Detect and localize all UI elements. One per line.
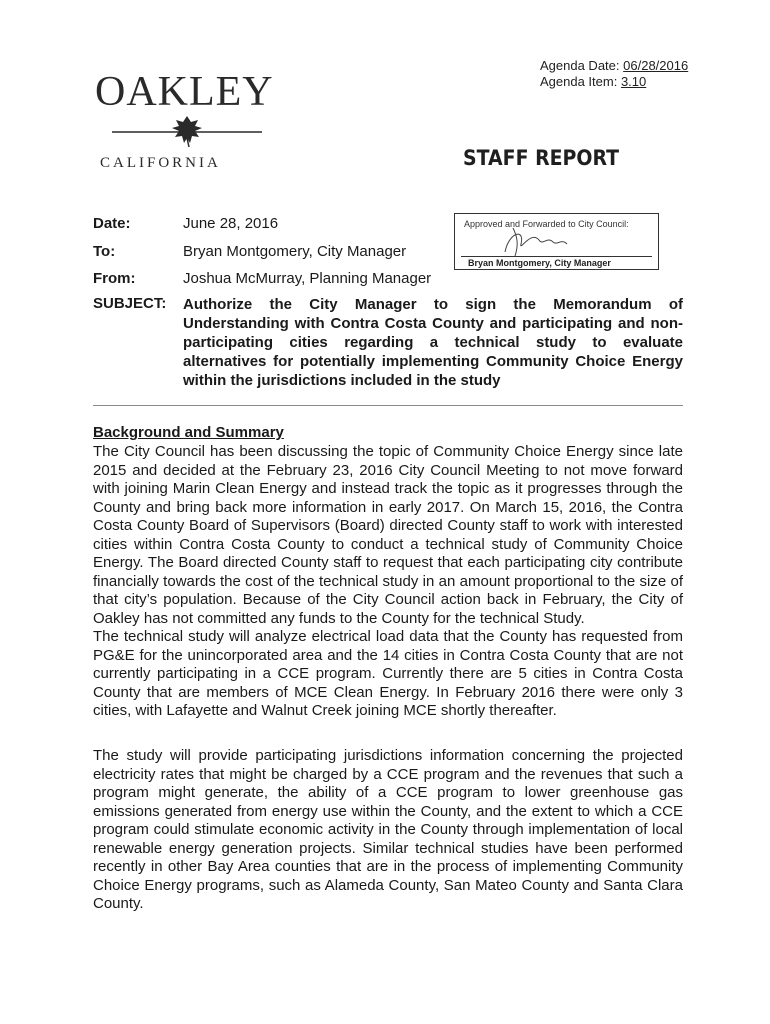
subject-label: SUBJECT: — [93, 295, 167, 312]
from-value: Joshua McMurray, Planning Manager — [183, 270, 432, 287]
approval-box — [454, 213, 659, 270]
from-label: From: — [93, 270, 136, 287]
subject-value: Authorize the City Manager to sign the Memorandum of Understanding with Contra Costa County and participating and non-participating cities regarding a technical study to evaluate alternatives for potentially implementing Community Choice Energy within the jurisdictions included in the study — [183, 296, 683, 389]
section-heading: Background and Summary — [93, 424, 284, 441]
paragraph: The technical study will analyze electrical load data that the County has requested from PG&E for the unincorporated area and the 14 cities in Contra Costa County that are not currently participating in a CCE program. Currently there are 5 cities in Contra Costa County that are members of MCE Clean Energy. In February 2016 there were only 3 cities, with Lafayette and Walnut Creek joining MCE shortly thereafter. — [93, 628, 683, 719]
agenda-date-row — [540, 58, 688, 74]
signature-line — [461, 256, 652, 257]
agenda-date-value: 06/28/2016 — [623, 58, 689, 73]
agenda-item-label: Agenda Item: — [540, 74, 618, 89]
section-divider — [93, 405, 683, 406]
agenda-info — [540, 58, 688, 90]
to-value: Bryan Montgomery, City Manager — [183, 243, 407, 260]
agenda-date-label: Agenda Date: — [540, 58, 620, 73]
agenda-item-value: 3.10 — [620, 74, 647, 89]
agenda-item-row — [540, 74, 688, 90]
to-label: To: — [93, 243, 116, 260]
approval-caption: Approved and Forwarded to City Council: — [464, 219, 629, 229]
logo-city-name: OAKLEY — [95, 69, 274, 115]
signature-image — [495, 222, 575, 258]
paragraph: The study will provide participating jurisdictions information concerning the projected electricity rates that might be charged by a CCE program and the revenues that such a program might generate, the ability of a CCE program to lower greenhouse gas emissions generated from energy use within the County, and the extent to which a CCE program could stimulate economic activity in the County through implementation of local renewable energy generation projects. Similar technical studies have been performed recently in other Bay Area counties that are in the process of implementing Community Choice Energy programs, such as Alameda County, San Mateo County and Santa Clara County. — [93, 747, 683, 912]
logo-state-name: CALIFORNIA — [100, 155, 221, 171]
approval-name: Bryan Montgomery, City Manager — [468, 258, 611, 268]
paragraph: The City Council has been discussing the topic of Community Choice Energy since late 2015 and decided at the February 23, 2016 City Council Meeting to not move forward with joining Marin Clean Energy and instead track the topic as it progresses through the County and bring back more information in early 2017. On March 15, 2016, the Contra Costa County Board of Supervisors (Board) directed County staff to work with interested cities within Contra Costa County to conduct a technical study of Community Choice Energy. The Board directed County staff to request that each participating city contribute financially towards the cost of the technical study in an amount proportional to the size of that city’s population. Because of the City Council action back in February, the City of Oakley has not committed any funds to the County for the technical Study. — [93, 443, 683, 627]
date-value: June 28, 2016 — [183, 215, 279, 232]
oak-leaf-icon — [112, 112, 262, 148]
report-title: STAFF REPORT — [463, 146, 620, 170]
date-label: Date: — [93, 215, 131, 232]
